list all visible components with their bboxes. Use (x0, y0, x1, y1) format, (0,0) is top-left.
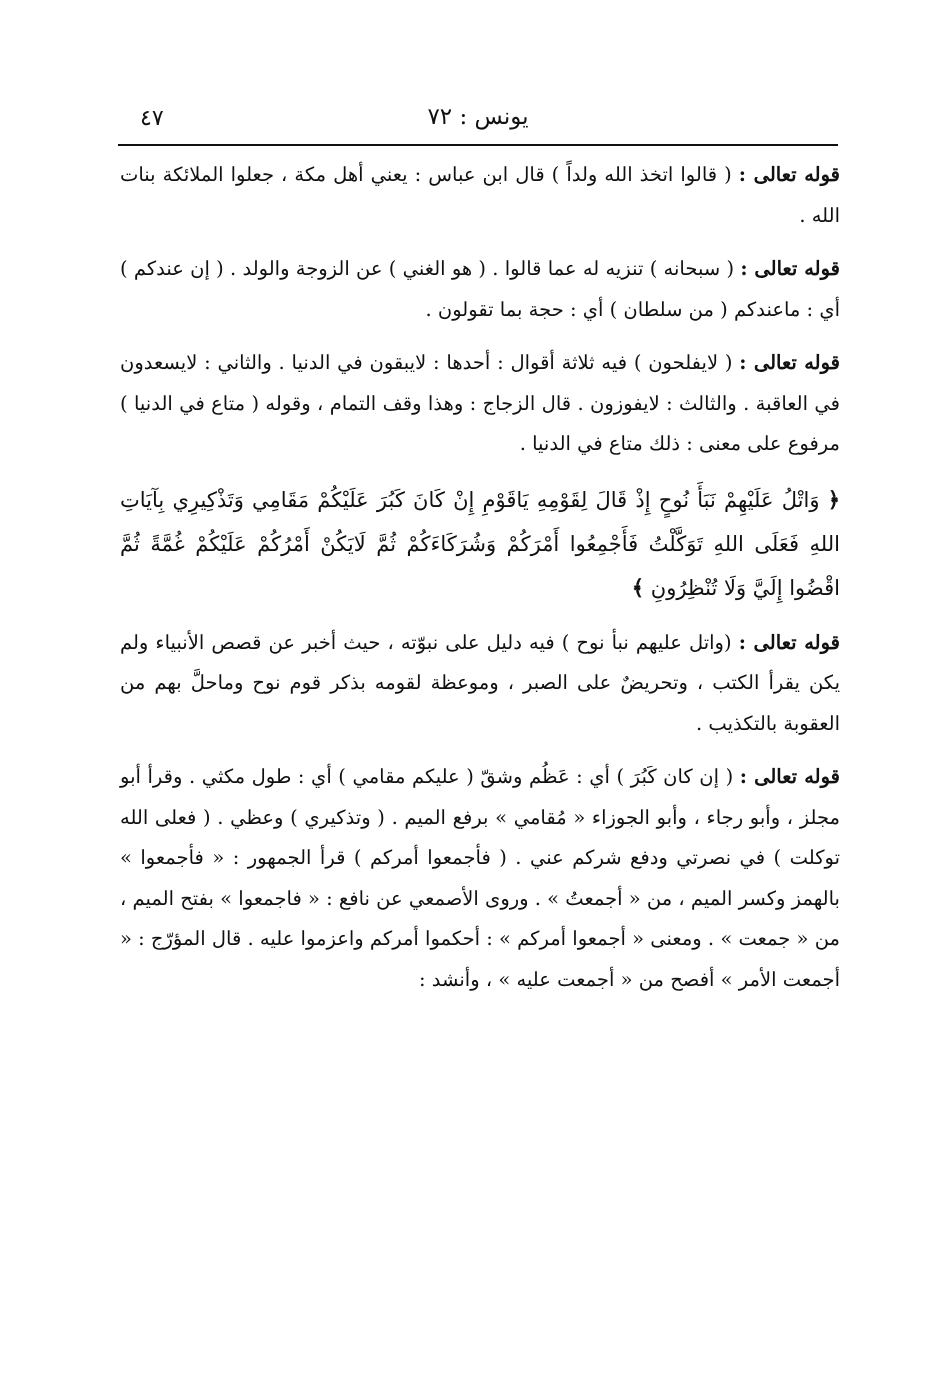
paragraph-lead: قوله تعالى : (740, 257, 840, 280)
page-body (120, 155, 840, 1013)
verse-text: وَاتْلُ عَلَيْهِمْ نَبَأَ نُوحٍ إِذْ قَالَ لِقَوْمِهِ يَاقَوْمِ إِنْ كَانَ كَبُرَ عَلَيْكُمْ مَقَامِي وَتَذْكِيرِي بِآيَاتِ اللهِ فَعَلَى اللهِ تَوَكَّلْتُ فَأَجْمِعُوا أَمْرَكُمْ وَشُرَكَاءَكُمْ ثُمَّ لَايَكُنْ أَمْرُكُمْ عَلَيْكُمْ غُمَّةً ثُمَّ اقْضُوا إِلَيَّ وَلَا تُنْظِرُونِ (120, 487, 840, 600)
running-head: يونس : ٧٢ (427, 104, 529, 130)
paragraph-lead: قوله تعالى : (738, 630, 840, 654)
paragraph-text: ( إن كان كَبُرَ ) أي : عَظُم وشقّ ( عليكم مقامي ) أي : طول مكثي . وقرأ أبو مجلز ، وأبو رجاء ، وأبو الجوزاء « مُقامي » برفع الميم . ( وتذكيري ) وعظي . ( فعلى الله توكلت ) في نصرتي ودفع شركم عني . ( فأجمعوا أمركم ) قرأ الجمهور : « فأجمعوا » بالهمز وكسر الميم ، من « أجمعتُ » . وروى الأصمعي عن نافع : « فاجمعوا » بفتح الميم ، من « جمعت » . ومعنى « أجمعوا أمركم » : أحكموا أمركم واعزموا عليه . قال المؤرّج : « أجمعت الأمر » أفصح من « أجمعت عليه » ، وأنشد : (120, 765, 840, 991)
paragraph-lead: قوله تعالى : (739, 765, 840, 788)
verse-close-bracket: ﴾ (631, 574, 645, 600)
commentary-paragraph (120, 249, 840, 330)
paragraph-lead: قوله تعالى : (738, 163, 840, 186)
paragraph-text: ( سبحانه ) تنزيه له عما قالوا . ( هو الغني ) عن الزوجة والولد . ( إن عندكم ) أي : ماعندكم ( من سلطان ) أي : حجة بما تقولون . (120, 257, 840, 321)
page-header (118, 100, 838, 140)
commentary-paragraph (120, 757, 840, 1000)
header-rule (118, 144, 838, 146)
commentary-paragraph (120, 623, 840, 745)
paragraph-text: ( قالوا اتخذ الله ولداً ) قال ابن عباس : يعني أهل مكة ، جعلوا الملائكة بنات الله . (120, 163, 840, 227)
page-number: ٤٧ (140, 106, 164, 131)
paragraph-text: (واتل عليهم نبأ نوح ) فيه دليل على نبوّته ، حيث أخبر عن قصص الأنبياء ولم يكن يقرأ الكتب ، وتحريضٌ على الصبر ، وموعظة لقومه بذكر قوم نوح وماحلَّ بهم من العقوبة بالتكذيب . (120, 630, 840, 735)
paragraph-text: ( لايفلحون ) فيه ثلاثة أقوال : أحدها : لايبقون في الدنيا . والثاني : لايسعدون في العاقبة . والثالث : لايفوزون . قال الزجاج : وهذا وقف التمام ، وقوله ( متاع في الدنيا ) مرفوع على معنى : ذلك متاع في الدنيا . (120, 351, 840, 455)
quran-verse (120, 478, 840, 610)
commentary-paragraph (120, 155, 840, 236)
paragraph-lead: قوله تعالى : (739, 351, 841, 374)
commentary-paragraph (120, 343, 840, 465)
verse-open-bracket: ﴿ (827, 486, 840, 512)
